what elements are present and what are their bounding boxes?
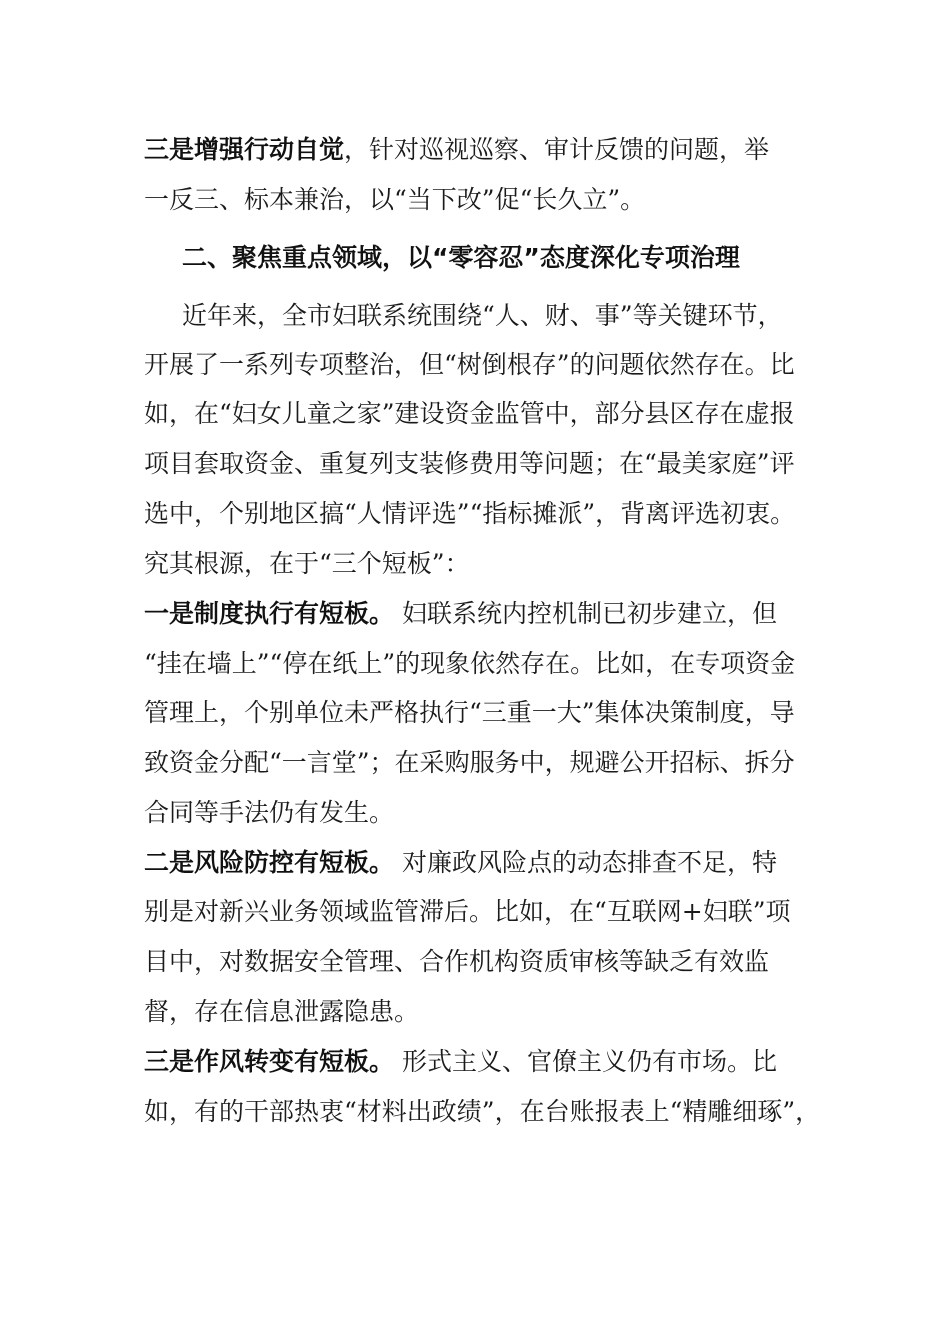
paragraph-line: 项目套取资金、重复列支装修费用等问题；在“最美家庭”评 [144,449,795,478]
paragraph-line: 如，在“妇女儿童之家”建设资金监管中，部分县区存在虚报 [144,399,795,428]
paragraph-line: 开展了一系列专项整治，但“树倒根存”的问题依然存在。比 [144,350,795,379]
paragraph-line: “挂在墙上”“停在纸上”的现象依然存在。比如，在专项资金 [144,649,796,678]
body-text: ，针对巡视巡察、审计反馈的问题，举 [344,135,770,164]
body-text: 对廉政风险点的动态排查不足，特 [394,848,777,877]
bold-lead-text: 一是制度执行有短板。 [144,599,395,628]
bold-lead-text: 三是作风转变有短板。 [144,1047,395,1076]
paragraph-line: 管理上，个别单位未严格执行“三重一大”集体决策制度，导 [144,698,795,727]
body-text: 妇联系统内控机制已初步建立，但 [394,599,777,628]
paragraph-line [144,598,777,630]
paragraph-line: 致资金分配“一言堂”；在采购服务中，规避公开招标、拆分 [144,748,795,777]
paragraph-line [144,847,777,879]
paragraph-line: 究其根源，在于“三个短板”： [144,549,470,578]
paragraph-line: 近年来，全市妇联系统围绕“人、财、事”等关键环节， [182,301,783,330]
paragraph-line: 目中，对数据安全管理、合作机构资质审核等缺乏有效监 [144,947,770,976]
body-text: 形式主义、官僚主义仍有市场。比 [394,1047,777,1076]
paragraph-line: 选中，个别地区搞“人情评选”“指标摊派”，背离评选初衷。 [144,499,796,528]
bold-lead-text: 三是增强行动自觉 [144,135,345,164]
paragraph-line [144,1046,777,1078]
paragraph-line: 一反三、标本兼治，以“当下改”促“长久立”。 [144,185,646,214]
paragraph-line: 合同等手法仍有发生。 [144,798,395,827]
bold-lead-text: 二是风险防控有短板。 [144,848,395,877]
paragraph-line: 别是对新兴业务领域监管滞后。比如，在“互联网+妇联”项 [144,897,791,926]
section-heading: 二、聚焦重点领域，以“零容忍”态度深化专项治理 [182,243,740,272]
paragraph-line [144,134,769,166]
paragraph-line: 如，有的干部热衷“材料出政绩”，在台账报表上“精雕细琢”， [144,1097,821,1126]
paragraph-line: 督，存在信息泄露隐患。 [144,997,420,1026]
